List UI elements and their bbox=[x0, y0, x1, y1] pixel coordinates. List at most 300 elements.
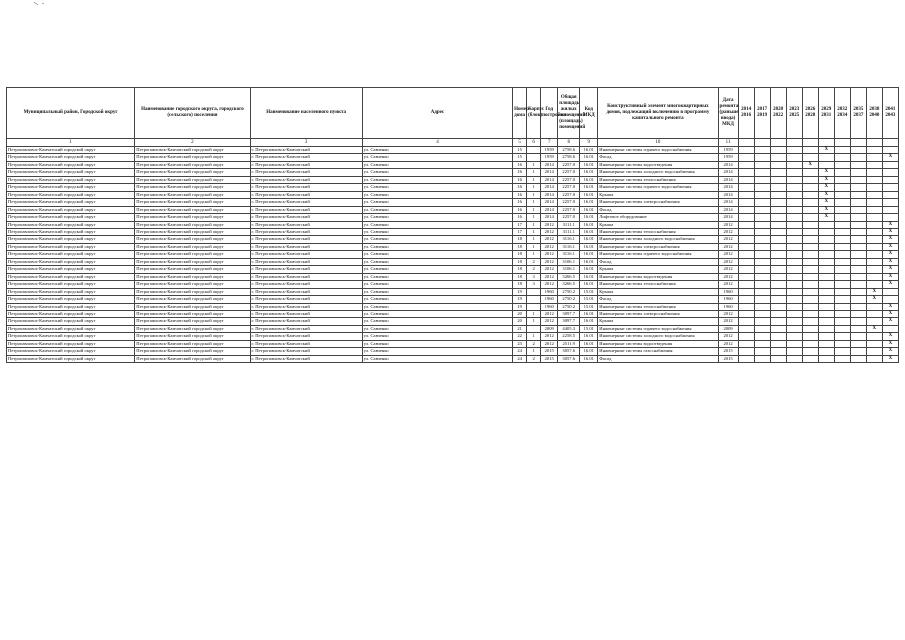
settlement-cell: Петропавловск-Камчатский городской округ bbox=[135, 206, 250, 213]
period-2017-cell bbox=[754, 251, 770, 258]
settlement-cell: Петропавловск-Камчатский городской округ bbox=[135, 221, 250, 228]
period-2020-cell bbox=[770, 154, 786, 161]
table-row bbox=[7, 318, 899, 325]
build-year-cell: 2012 bbox=[541, 251, 558, 258]
period-2023-cell bbox=[786, 206, 802, 213]
block-cell bbox=[527, 154, 541, 161]
block-cell: 3 bbox=[527, 281, 541, 288]
period-2017-cell bbox=[754, 281, 770, 288]
block-cell: 1 bbox=[527, 214, 541, 221]
locality-cell: г. Петропавловск-Камчатский bbox=[250, 288, 362, 295]
settlement-cell: Петропавловск-Камчатский городской округ bbox=[135, 228, 250, 235]
period-2023-cell bbox=[786, 176, 802, 183]
period-2035-cell bbox=[850, 325, 866, 332]
district-cell: Петропавловск-Камчатский городской округ bbox=[7, 206, 135, 213]
period-2041-cell: X bbox=[882, 243, 898, 250]
address-cell: ул. Савченко bbox=[362, 266, 512, 273]
build-year-cell: 2014 bbox=[541, 191, 558, 198]
period-2038-cell bbox=[866, 243, 882, 250]
element-cell: Лифтовое оборудование bbox=[598, 214, 718, 221]
column-number-3: 3 bbox=[250, 139, 362, 147]
column-header-1: Муниципальный район, Городской округ bbox=[7, 88, 135, 139]
house-number-cell: 15 bbox=[513, 147, 527, 154]
period-2029-cell bbox=[818, 154, 834, 161]
period-2041-cell: X bbox=[882, 333, 898, 340]
period-2032-cell bbox=[834, 310, 850, 317]
build-year-cell: 2014 bbox=[541, 169, 558, 176]
address-cell: ул. Савченко bbox=[362, 355, 512, 362]
period-2035-cell bbox=[850, 161, 866, 168]
settlement-cell: Петропавловск-Камчатский городской округ bbox=[135, 333, 250, 340]
area-cell: 2750.2 bbox=[558, 303, 580, 310]
element-cell: Инженерные системы холодного водоснабжения bbox=[598, 169, 718, 176]
period-2017-cell bbox=[754, 288, 770, 295]
column-header-20: 2038 2040 bbox=[866, 88, 882, 139]
house-number-cell: 18 bbox=[513, 266, 527, 273]
period-2041-cell: X bbox=[882, 228, 898, 235]
period-2035-cell bbox=[850, 243, 866, 250]
settlement-cell: Петропавловск-Камчатский городской округ bbox=[135, 236, 250, 243]
district-cell: Петропавловск-Камчатский городской округ bbox=[7, 273, 135, 280]
period-2017-cell bbox=[754, 318, 770, 325]
block-cell: 2 bbox=[527, 355, 541, 362]
build-year-cell: 2012 bbox=[541, 258, 558, 265]
table-row bbox=[7, 161, 899, 168]
area-cell: 2750.2 bbox=[558, 296, 580, 303]
period-2038-cell bbox=[866, 355, 882, 362]
house-number-cell: 24 bbox=[513, 348, 527, 355]
period-2020-cell bbox=[770, 340, 786, 347]
table-row bbox=[7, 184, 899, 191]
column-number-row bbox=[7, 139, 899, 147]
house-number-cell: 18 bbox=[513, 258, 527, 265]
table-row bbox=[7, 266, 899, 273]
period-2032-cell bbox=[834, 199, 850, 206]
address-cell: ул. Савченко bbox=[362, 161, 512, 168]
table-row bbox=[7, 221, 899, 228]
repair-program-table bbox=[6, 87, 899, 363]
period-2038-cell bbox=[866, 281, 882, 288]
settlement-cell: Петропавловск-Камчатский городской округ bbox=[135, 348, 250, 355]
table-row bbox=[7, 236, 899, 243]
period-2020-cell bbox=[770, 258, 786, 265]
period-2014-cell bbox=[738, 228, 754, 235]
column-header-16: 2026 2028 bbox=[802, 88, 818, 139]
address-cell: ул. Савченко bbox=[362, 340, 512, 347]
locality-cell: г. Петропавловск-Камчатский bbox=[250, 214, 362, 221]
block-cell: 1 bbox=[527, 251, 541, 258]
repair-date-cell: 2012 bbox=[718, 333, 738, 340]
district-cell: Петропавловск-Камчатский городской округ bbox=[7, 281, 135, 288]
period-2023-cell bbox=[786, 154, 802, 161]
code-cell: 16.01 bbox=[580, 348, 598, 355]
period-2023-cell bbox=[786, 340, 802, 347]
area-cell: 4405.3 bbox=[558, 325, 580, 332]
period-2014-cell bbox=[738, 169, 754, 176]
area-cell: 3057.6 bbox=[558, 355, 580, 362]
locality-cell: г. Петропавловск-Камчатский bbox=[250, 147, 362, 154]
column-number-17 bbox=[818, 139, 834, 147]
repair-date-cell: 2014 bbox=[718, 161, 738, 168]
area-cell: 2257.0 bbox=[558, 206, 580, 213]
repair-date-cell: 1960 bbox=[718, 303, 738, 310]
period-2023-cell bbox=[786, 258, 802, 265]
period-2014-cell bbox=[738, 266, 754, 273]
period-2038-cell bbox=[866, 161, 882, 168]
period-2038-cell bbox=[866, 147, 882, 154]
period-2029-cell: X bbox=[818, 191, 834, 198]
period-2041-cell: X bbox=[882, 310, 898, 317]
period-2029-cell bbox=[818, 303, 834, 310]
period-2023-cell bbox=[786, 243, 802, 250]
area-cell: 2257.0 bbox=[558, 176, 580, 183]
period-2029-cell bbox=[818, 310, 834, 317]
address-cell: ул. Савченко bbox=[362, 228, 512, 235]
code-cell: 16.01 bbox=[580, 221, 598, 228]
period-2038-cell bbox=[866, 221, 882, 228]
locality-cell: г. Петропавловск-Камчатский bbox=[250, 176, 362, 183]
table-row bbox=[7, 228, 899, 235]
district-cell: Петропавловск-Камчатский городской округ bbox=[7, 318, 135, 325]
element-cell: Инженерные системы электроснабжения bbox=[598, 310, 718, 317]
period-2041-cell bbox=[882, 325, 898, 332]
table-row bbox=[7, 191, 899, 198]
period-2017-cell bbox=[754, 333, 770, 340]
period-2014-cell bbox=[738, 236, 754, 243]
period-2020-cell bbox=[770, 176, 786, 183]
address-cell: ул. Савченко bbox=[362, 310, 512, 317]
period-2032-cell bbox=[834, 169, 850, 176]
column-number-8: 8 bbox=[558, 139, 580, 147]
period-2020-cell bbox=[770, 221, 786, 228]
period-2035-cell bbox=[850, 340, 866, 347]
period-2023-cell bbox=[786, 147, 802, 154]
area-cell: 2750.2 bbox=[558, 288, 580, 295]
period-2041-cell: X bbox=[882, 355, 898, 362]
period-2017-cell bbox=[754, 214, 770, 221]
locality-cell: г. Петропавловск-Камчатский bbox=[250, 206, 362, 213]
settlement-cell: Петропавловск-Камчатский городской округ bbox=[135, 325, 250, 332]
district-cell: Петропавловск-Камчатский городской округ bbox=[7, 348, 135, 355]
period-2017-cell bbox=[754, 310, 770, 317]
column-number-10: 10 bbox=[598, 139, 718, 147]
block-cell: 2 bbox=[527, 266, 541, 273]
period-2032-cell bbox=[834, 333, 850, 340]
code-cell: 16.01 bbox=[580, 199, 598, 206]
code-cell: 16.01 bbox=[580, 206, 598, 213]
block-cell: 1 bbox=[527, 318, 541, 325]
period-2020-cell bbox=[770, 318, 786, 325]
repair-date-cell: 2012 bbox=[718, 243, 738, 250]
period-2014-cell bbox=[738, 296, 754, 303]
repair-date-cell: 1959 bbox=[718, 154, 738, 161]
period-2041-cell bbox=[882, 147, 898, 154]
period-2023-cell bbox=[786, 296, 802, 303]
address-cell: ул. Савченко bbox=[362, 303, 512, 310]
block-cell: 1 bbox=[527, 184, 541, 191]
locality-cell: г. Петропавловск-Камчатский bbox=[250, 348, 362, 355]
element-cell: Инженерные системы электроснабжения bbox=[598, 243, 718, 250]
area-cell: 3111.1 bbox=[558, 228, 580, 235]
block-cell: 1 bbox=[527, 176, 541, 183]
settlement-cell: Петропавловск-Камчатский городской округ bbox=[135, 184, 250, 191]
period-2038-cell bbox=[866, 199, 882, 206]
locality-cell: г. Петропавловск-Камчатский bbox=[250, 221, 362, 228]
repair-date-cell: 2012 bbox=[718, 273, 738, 280]
table-row bbox=[7, 251, 899, 258]
build-year-cell: 2012 bbox=[541, 273, 558, 280]
area-cell: 2258.5 bbox=[558, 333, 580, 340]
element-cell: Инженерные системы водоотведения bbox=[598, 161, 718, 168]
house-number-cell: 17 bbox=[513, 228, 527, 235]
period-2041-cell bbox=[882, 296, 898, 303]
period-2020-cell bbox=[770, 303, 786, 310]
address-cell: ул. Савченко bbox=[362, 288, 512, 295]
period-2041-cell bbox=[882, 214, 898, 221]
period-2023-cell bbox=[786, 214, 802, 221]
address-cell: ул. Савченко bbox=[362, 273, 512, 280]
period-2014-cell bbox=[738, 355, 754, 362]
column-header-2: Наименование городского округа, городского (сельского) поселения bbox=[135, 88, 250, 139]
period-2026-cell bbox=[802, 258, 818, 265]
period-2026-cell bbox=[802, 288, 818, 295]
locality-cell: г. Петропавловск-Камчатский bbox=[250, 333, 362, 340]
period-2026-cell bbox=[802, 251, 818, 258]
period-2032-cell bbox=[834, 348, 850, 355]
address-cell: ул. Савченко bbox=[362, 258, 512, 265]
repair-date-cell: 2012 bbox=[718, 228, 738, 235]
column-number-9: 9 bbox=[580, 139, 598, 147]
district-cell: Петропавловск-Камчатский городской округ bbox=[7, 184, 135, 191]
period-2017-cell bbox=[754, 303, 770, 310]
locality-cell: г. Петропавловск-Камчатский bbox=[250, 228, 362, 235]
area-cell: 2758.6 bbox=[558, 154, 580, 161]
period-2029-cell: X bbox=[818, 147, 834, 154]
repair-date-cell: 2014 bbox=[718, 169, 738, 176]
column-header-3: Наименование населенного пункта bbox=[250, 88, 362, 139]
element-cell: Инженерные системы горячего водоснабжения bbox=[598, 251, 718, 258]
period-2014-cell bbox=[738, 191, 754, 198]
locality-cell: г. Петропавловск-Камчатский bbox=[250, 296, 362, 303]
period-2026-cell bbox=[802, 296, 818, 303]
column-number-5: 5 bbox=[513, 139, 527, 147]
period-2035-cell bbox=[850, 258, 866, 265]
house-number-cell: 19 bbox=[513, 296, 527, 303]
code-cell: 16.01 bbox=[580, 258, 598, 265]
element-cell: Инженерные системы теплоснабжения bbox=[598, 281, 718, 288]
code-cell: 16.01 bbox=[580, 355, 598, 362]
period-2035-cell bbox=[850, 221, 866, 228]
period-2029-cell: X bbox=[818, 169, 834, 176]
period-2020-cell bbox=[770, 191, 786, 198]
period-2023-cell bbox=[786, 281, 802, 288]
repair-date-cell: 2012 bbox=[718, 221, 738, 228]
period-2038-cell bbox=[866, 340, 882, 347]
element-cell: Инженерные системы водоотведения bbox=[598, 273, 718, 280]
period-2032-cell bbox=[834, 325, 850, 332]
period-2041-cell bbox=[882, 191, 898, 198]
period-2017-cell bbox=[754, 340, 770, 347]
column-number-2: 2 bbox=[135, 139, 250, 147]
table-row bbox=[7, 206, 899, 213]
settlement-cell: Петропавловск-Камчатский городской округ bbox=[135, 251, 250, 258]
house-number-cell: 16 bbox=[513, 161, 527, 168]
period-2041-cell: X bbox=[882, 273, 898, 280]
period-2026-cell bbox=[802, 184, 818, 191]
period-2023-cell bbox=[786, 169, 802, 176]
settlement-cell: Петропавловск-Камчатский городской округ bbox=[135, 296, 250, 303]
repair-date-cell: 2014 bbox=[718, 199, 738, 206]
area-cell: 3097.7 bbox=[558, 310, 580, 317]
repair-date-cell: 2009 bbox=[718, 325, 738, 332]
period-2017-cell bbox=[754, 355, 770, 362]
address-cell: ул. Савченко bbox=[362, 221, 512, 228]
table-row bbox=[7, 199, 899, 206]
build-year-cell: 2014 bbox=[541, 206, 558, 213]
period-2038-cell bbox=[866, 318, 882, 325]
settlement-cell: Петропавловск-Камчатский городской округ bbox=[135, 340, 250, 347]
column-number-6: 6 bbox=[527, 139, 541, 147]
period-2014-cell bbox=[738, 206, 754, 213]
period-2023-cell bbox=[786, 348, 802, 355]
block-cell: 1 bbox=[527, 243, 541, 250]
settlement-cell: Петропавловск-Камчатский городской округ bbox=[135, 273, 250, 280]
period-2020-cell bbox=[770, 236, 786, 243]
period-2020-cell bbox=[770, 199, 786, 206]
period-2026-cell bbox=[802, 221, 818, 228]
house-number-cell: 17 bbox=[513, 221, 527, 228]
block-cell bbox=[527, 288, 541, 295]
period-2041-cell bbox=[882, 199, 898, 206]
element-cell: Фасад bbox=[598, 154, 718, 161]
code-cell: 15.01 bbox=[580, 288, 598, 295]
period-2017-cell bbox=[754, 243, 770, 250]
area-cell: 3097.7 bbox=[558, 318, 580, 325]
block-cell: 1 bbox=[527, 348, 541, 355]
period-2035-cell bbox=[850, 169, 866, 176]
table-row bbox=[7, 273, 899, 280]
period-2017-cell bbox=[754, 184, 770, 191]
area-cell: 3266.5 bbox=[558, 281, 580, 288]
house-number-cell: 19 bbox=[513, 303, 527, 310]
period-2032-cell bbox=[834, 281, 850, 288]
house-number-cell: 15 bbox=[513, 154, 527, 161]
period-2041-cell: X bbox=[882, 281, 898, 288]
period-2029-cell bbox=[818, 273, 834, 280]
column-number-13 bbox=[754, 139, 770, 147]
district-cell: Петропавловск-Камчатский городской округ bbox=[7, 214, 135, 221]
period-2023-cell bbox=[786, 184, 802, 191]
element-cell: Инженерные системы холодного водоснабжения bbox=[598, 333, 718, 340]
district-cell: Петропавловск-Камчатский городской округ bbox=[7, 333, 135, 340]
code-cell: 16.01 bbox=[580, 154, 598, 161]
column-header-12: 2014 2016 bbox=[738, 88, 754, 139]
settlement-cell: Петропавловск-Камчатский городской округ bbox=[135, 243, 250, 250]
element-cell: Фасад bbox=[598, 206, 718, 213]
table-row bbox=[7, 333, 899, 340]
build-year-cell: 2012 bbox=[541, 318, 558, 325]
period-2026-cell bbox=[802, 325, 818, 332]
code-cell: 16.01 bbox=[580, 228, 598, 235]
period-2014-cell bbox=[738, 154, 754, 161]
period-2017-cell bbox=[754, 147, 770, 154]
house-number-cell: 20 bbox=[513, 310, 527, 317]
period-2035-cell bbox=[850, 273, 866, 280]
period-2017-cell bbox=[754, 236, 770, 243]
district-cell: Петропавловск-Камчатский городской округ bbox=[7, 243, 135, 250]
house-number-cell: 18 bbox=[513, 236, 527, 243]
period-2020-cell bbox=[770, 228, 786, 235]
period-2026-cell bbox=[802, 228, 818, 235]
period-2026-cell bbox=[802, 333, 818, 340]
address-cell: ул. Савченко bbox=[362, 169, 512, 176]
period-2026-cell bbox=[802, 214, 818, 221]
period-2026-cell bbox=[802, 355, 818, 362]
period-2038-cell bbox=[866, 258, 882, 265]
period-2041-cell: X bbox=[882, 340, 898, 347]
element-cell: Инженерные системы горячего водоснабжения bbox=[598, 325, 718, 332]
period-2020-cell bbox=[770, 348, 786, 355]
district-cell: Петропавловск-Камчатский городской округ bbox=[7, 161, 135, 168]
period-2035-cell bbox=[850, 333, 866, 340]
column-number-4: 4 bbox=[362, 139, 512, 147]
settlement-cell: Петропавловск-Камчатский городской округ bbox=[135, 214, 250, 221]
period-2041-cell bbox=[882, 184, 898, 191]
element-cell: Инженерные системы горячего водоснабжения bbox=[598, 184, 718, 191]
table-row bbox=[7, 176, 899, 183]
settlement-cell: Петропавловск-Камчатский городской округ bbox=[135, 258, 250, 265]
period-2032-cell bbox=[834, 266, 850, 273]
code-cell: 16.01 bbox=[580, 318, 598, 325]
period-2017-cell bbox=[754, 258, 770, 265]
district-cell: Петропавловск-Камчатский городской округ bbox=[7, 199, 135, 206]
period-2020-cell bbox=[770, 310, 786, 317]
column-number-11: 11 bbox=[718, 139, 738, 147]
repair-date-cell: 2014 bbox=[718, 191, 738, 198]
block-cell: 2 bbox=[527, 340, 541, 347]
period-2017-cell bbox=[754, 325, 770, 332]
period-2029-cell bbox=[818, 318, 834, 325]
period-2023-cell bbox=[786, 161, 802, 168]
column-header-18: 2032 2034 bbox=[834, 88, 850, 139]
period-2029-cell bbox=[818, 228, 834, 235]
build-year-cell: 2012 bbox=[541, 243, 558, 250]
period-2017-cell bbox=[754, 154, 770, 161]
period-2041-cell: X bbox=[882, 318, 898, 325]
period-2035-cell bbox=[850, 199, 866, 206]
period-2038-cell bbox=[866, 273, 882, 280]
area-cell: 3106.1 bbox=[558, 258, 580, 265]
period-2038-cell bbox=[866, 228, 882, 235]
table-header-row bbox=[7, 88, 899, 139]
period-2029-cell bbox=[818, 258, 834, 265]
code-cell: 16.01 bbox=[580, 184, 598, 191]
settlement-cell: Петропавловск-Камчатский городской округ bbox=[135, 266, 250, 273]
period-2029-cell bbox=[818, 355, 834, 362]
district-cell: Петропавловск-Камчатский городской округ bbox=[7, 147, 135, 154]
column-header-4: Адрес bbox=[362, 88, 512, 139]
column-header-8: Общая площадь жилых помещений (площадь) помещений bbox=[558, 88, 580, 139]
settlement-cell: Петропавловск-Камчатский городской округ bbox=[135, 303, 250, 310]
code-cell: 16.01 bbox=[580, 214, 598, 221]
address-cell: ул. Савченко bbox=[362, 184, 512, 191]
period-2026-cell bbox=[802, 169, 818, 176]
address-cell: ул. Савченко bbox=[362, 296, 512, 303]
period-2023-cell bbox=[786, 221, 802, 228]
locality-cell: г. Петропавловск-Камчатский bbox=[250, 340, 362, 347]
settlement-cell: Петропавловск-Камчатский городской округ bbox=[135, 147, 250, 154]
address-cell: ул. Савченко bbox=[362, 147, 512, 154]
